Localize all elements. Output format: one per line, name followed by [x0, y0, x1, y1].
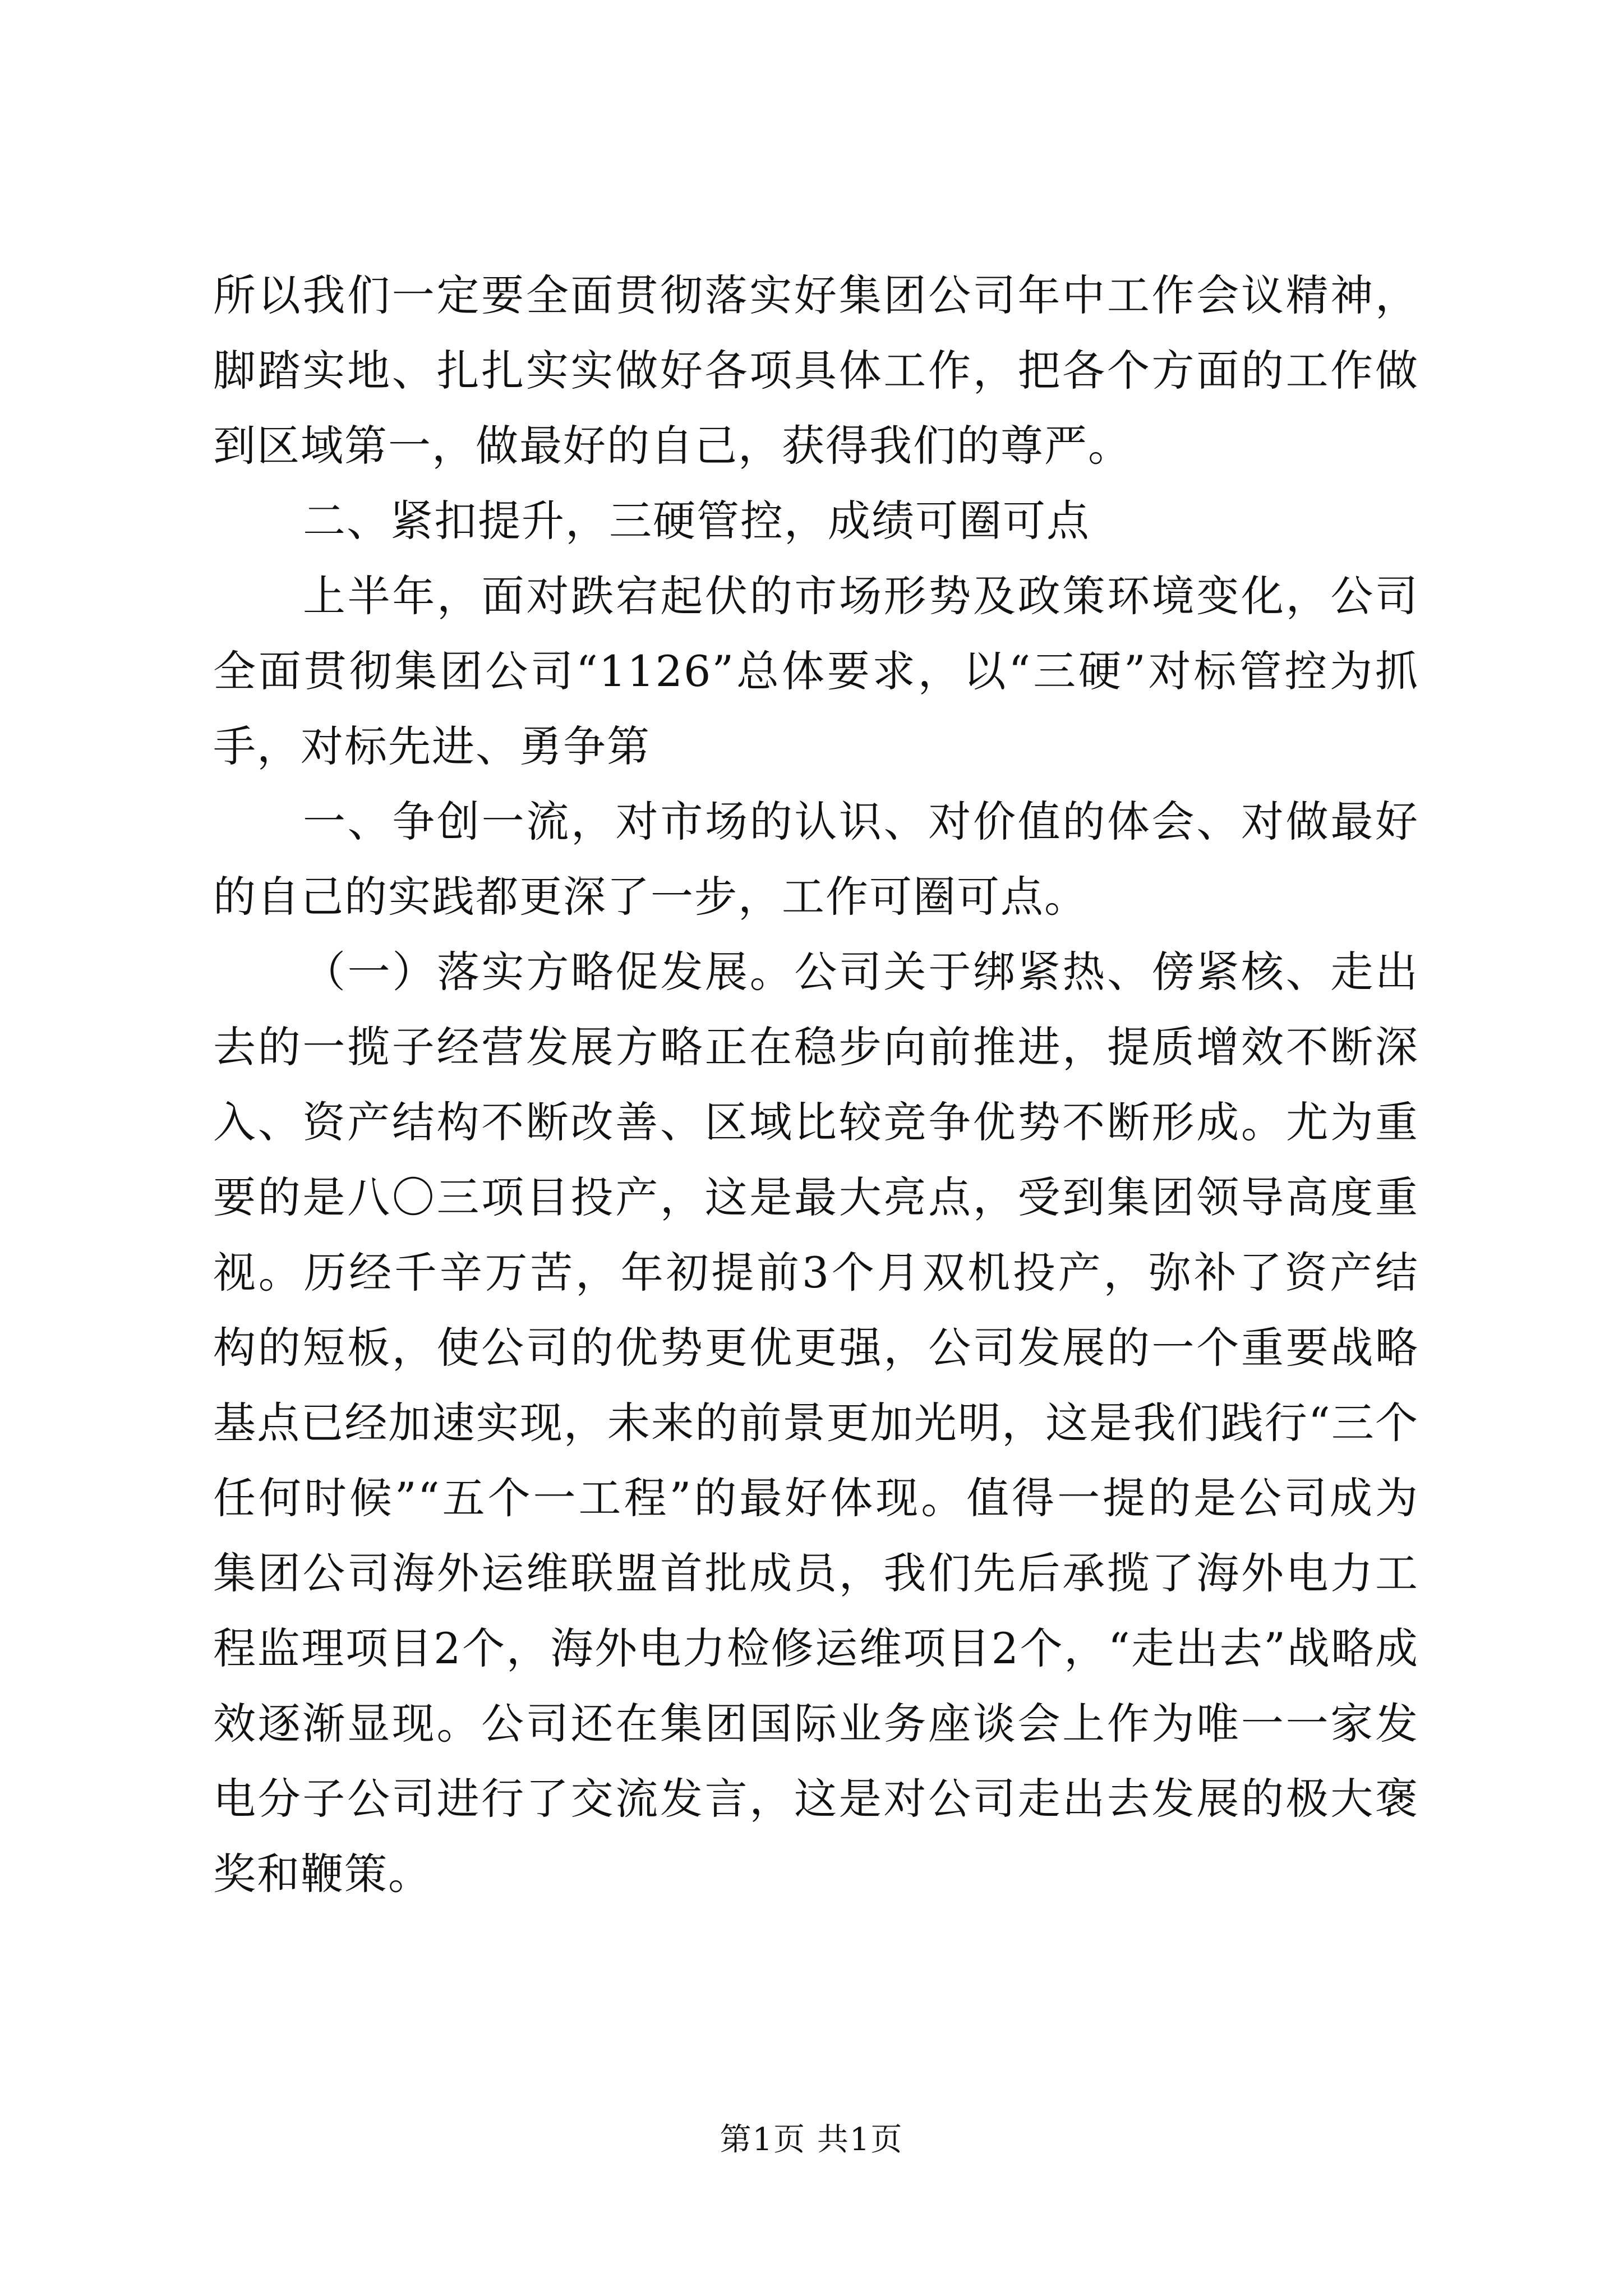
paragraph-strive-first-class: 一、争创一流，对市场的认识、对价值的体会、对做最好的自己的实践都更深了一步，工作可圈可点。 — [213, 797, 1419, 922]
paragraph-conclusion: 所以我们一定要全面贯彻落实好集团公司年中工作会议精神，脚踏实地、扎扎实实做好各项具体工作，把各个方面的工作做到区域第一，做最好的自己，获得我们的尊严。 — [213, 270, 1419, 471]
paragraph-implement-strategy: （一）落实方略促发展。公司关于绑紧热、傍紧核、走出去的一揽子经营发展方略正在稳步向前推进，提质增效不断深入、资产结构不断改善、区域比较竞争优势不断形成。尤为重要的是八〇三项目投产，这是最大亮点，受到集团领导高度重视。历经千辛万苦，年初提前3个月双机投产，弥补了资产结构的短板，使公司的优势更优更强，公司发展的一个重要战略基点已经加速实现，未来的前景更加光明，这是我们践行“三个任何时候”“五个一工程”的最好体现。值得一提的是公司成为集团公司海外运维联盟首批成员，我们先后承揽了海外电力工程监理项目2个，海外电力检修运维项目2个，“走出去”战略成效逐渐显现。公司还在集团国际业务座谈会上作为唯一一家发电分子公司进行了交流发言，这是对公司走出去发展的极大褒奖和鞭策。 — [213, 947, 1419, 1899]
page-footer: 第1页 共1页 — [720, 2122, 903, 2158]
paragraph-first-half-review: 上半年，面对跌宕起伏的市场形势及政策环境变化，公司全面贯彻集团公司“1126”总体要求，以“三硬”对标管控为抓手，对标先进、勇争第 — [213, 571, 1419, 771]
document-body — [213, 258, 1419, 1912]
section-heading-two: 二、紧扣提升，三硬管控，成绩可圈可点 — [303, 496, 1090, 546]
